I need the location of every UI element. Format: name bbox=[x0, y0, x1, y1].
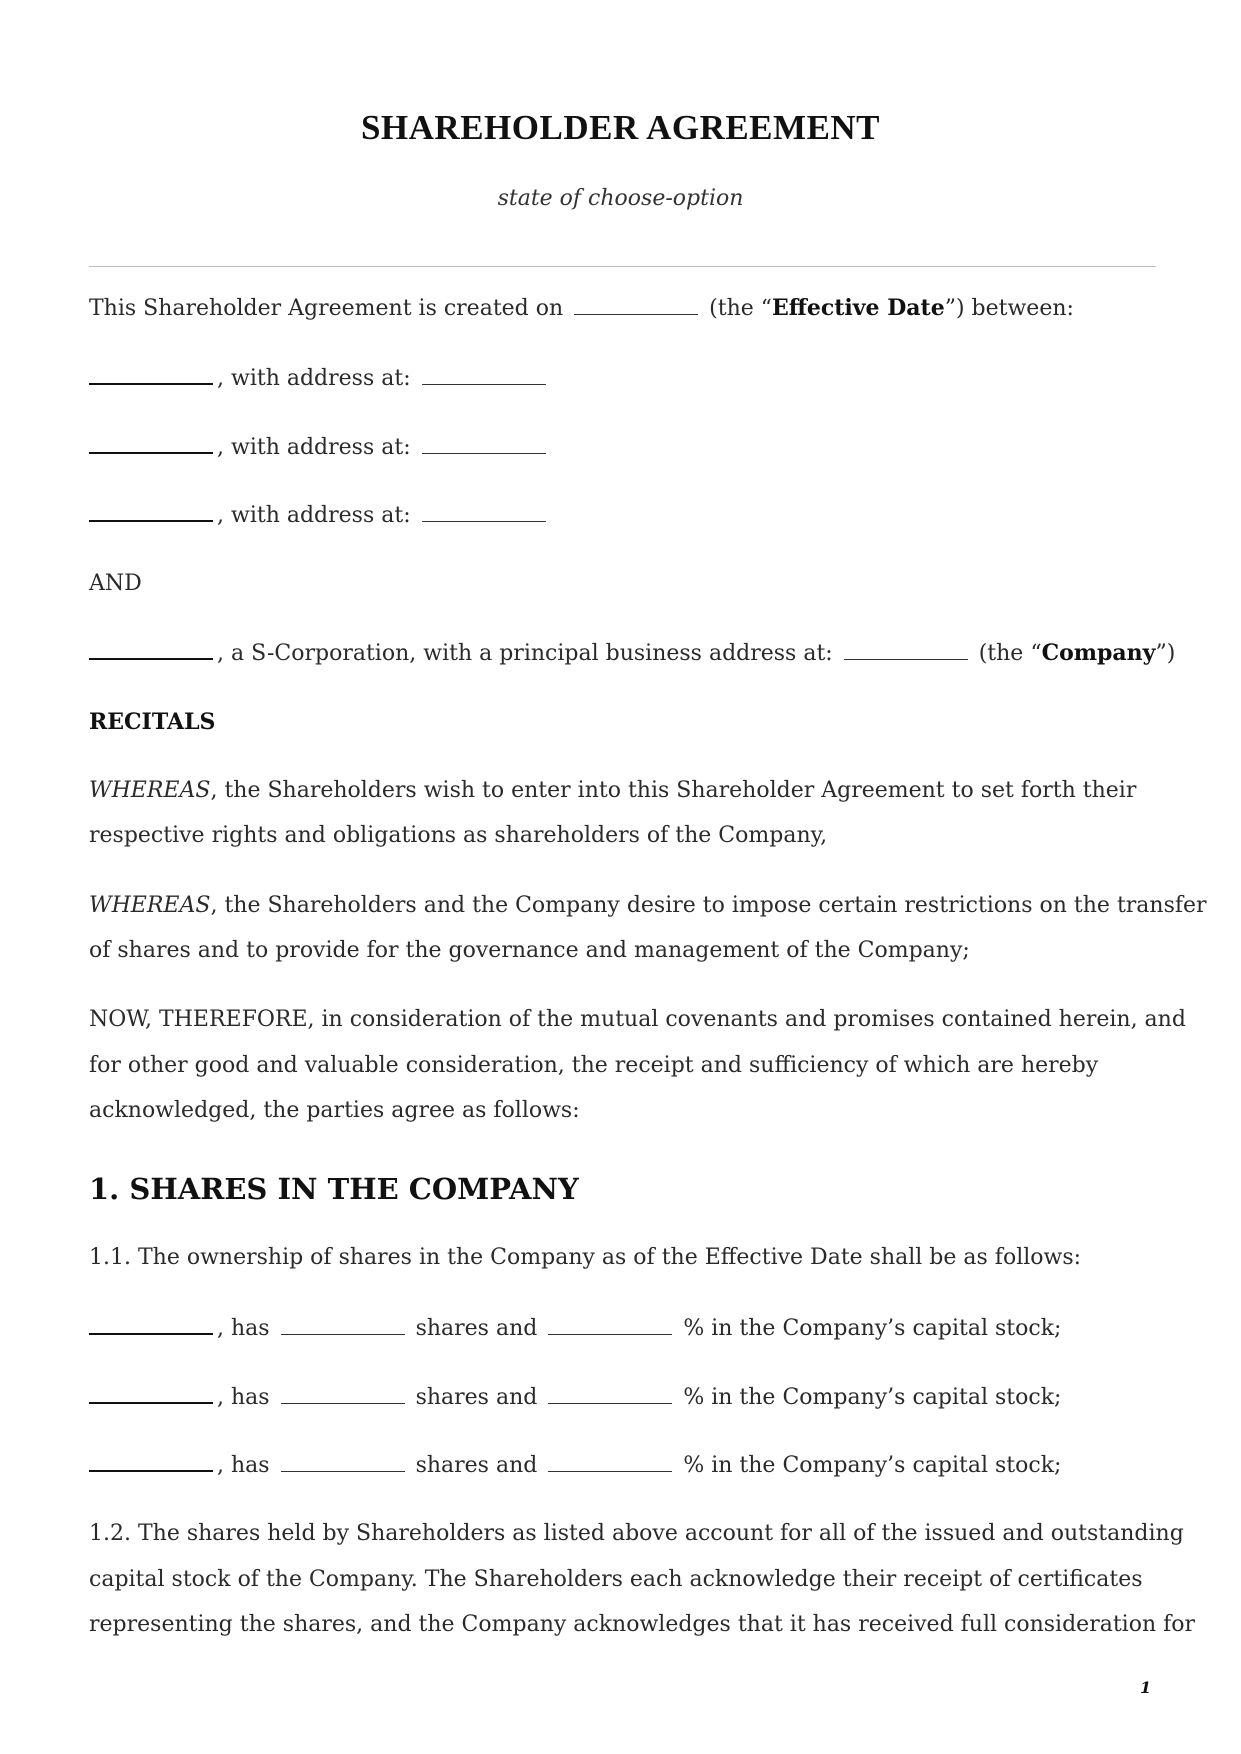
share-row-shares-and: shares and bbox=[415, 1385, 538, 1410]
company-name-blank[interactable] bbox=[89, 638, 213, 660]
document-subtitle: state of choose-option bbox=[497, 186, 744, 211]
effective-date-blank[interactable] bbox=[574, 294, 698, 315]
share-row-shares-and: shares and bbox=[415, 1453, 538, 1478]
company-address-blank[interactable] bbox=[844, 639, 968, 660]
share-percent-blank[interactable] bbox=[548, 1383, 672, 1404]
shareholder-name-blank[interactable] bbox=[89, 1313, 213, 1335]
company-line-text: , a S-Corporation, with a principal business address at: bbox=[217, 641, 833, 666]
clause-1-2-line-1: 1.2. The shares held by Shareholders as listed above account for all of the issued and outstanding bbox=[89, 1521, 1184, 1546]
now-therefore-line-2: for other good and valuable consideration, the receipt and sufficiency of which are hereby bbox=[89, 1053, 1099, 1078]
intro-line bbox=[89, 293, 1074, 324]
recital-2-line-1 bbox=[89, 891, 1207, 921]
recitals-heading: RECITALS bbox=[89, 709, 216, 735]
share-row-has: , has bbox=[217, 1453, 270, 1478]
share-row-has: , has bbox=[217, 1316, 270, 1341]
party-line-3 bbox=[89, 500, 550, 531]
share-row-3 bbox=[89, 1450, 1061, 1481]
party-line-text: , with address at: bbox=[217, 366, 411, 391]
party-name-blank[interactable] bbox=[89, 500, 213, 522]
whereas-word: WHEREAS bbox=[89, 778, 211, 803]
and-label: AND bbox=[89, 571, 142, 596]
party-name-blank[interactable] bbox=[89, 363, 213, 385]
party-line-2 bbox=[89, 432, 550, 463]
company-pre-term: (the “ bbox=[978, 641, 1042, 666]
page-number: 1 bbox=[1140, 1678, 1152, 1697]
share-count-blank[interactable] bbox=[281, 1383, 405, 1404]
share-row-1 bbox=[89, 1313, 1061, 1344]
share-percent-blank[interactable] bbox=[548, 1314, 672, 1335]
now-therefore-line-1: NOW, THEREFORE, in consideration of the mutual covenants and promises contained herein, and bbox=[89, 1007, 1186, 1032]
shareholder-name-blank[interactable] bbox=[89, 1382, 213, 1404]
share-row-pct: % in the Company’s capital stock; bbox=[683, 1453, 1062, 1478]
recital-1-line-2: respective rights and obligations as shareholders of the Company, bbox=[89, 823, 828, 848]
company-post-term: ”) bbox=[1155, 641, 1176, 666]
effective-date-term: Effective Date bbox=[772, 295, 945, 321]
whereas-word: WHEREAS bbox=[89, 893, 211, 918]
party-address-blank[interactable] bbox=[422, 501, 546, 522]
share-row-2 bbox=[89, 1382, 1061, 1413]
company-term: Company bbox=[1041, 640, 1156, 666]
recital-1-line-1 bbox=[89, 776, 1136, 806]
section-1-heading: 1. SHARES IN THE COMPANY bbox=[89, 1172, 579, 1206]
clause-1-2-line-3: representing the shares, and the Company acknowledges that it has received full consideration for bbox=[89, 1612, 1196, 1637]
share-row-pct: % in the Company’s capital stock; bbox=[683, 1385, 1062, 1410]
shareholder-name-blank[interactable] bbox=[89, 1450, 213, 1472]
share-count-blank[interactable] bbox=[281, 1451, 405, 1472]
party-name-blank[interactable] bbox=[89, 432, 213, 454]
clause-1-1: 1.1. The ownership of shares in the Company as of the Effective Date shall be as follows: bbox=[89, 1245, 1082, 1270]
document-title: SHAREHOLDER AGREEMENT bbox=[360, 108, 881, 147]
title-divider bbox=[89, 266, 1156, 267]
party-address-blank[interactable] bbox=[422, 433, 546, 454]
intro-middle: (the “ bbox=[709, 296, 773, 321]
recital-2-line-2: of shares and to provide for the governance and management of the Company; bbox=[89, 938, 970, 963]
party-line-1 bbox=[89, 363, 550, 394]
recital-2-text: , the Shareholders and the Company desire to impose certain restrictions on the transfer bbox=[210, 893, 1207, 918]
party-address-blank[interactable] bbox=[422, 364, 546, 385]
company-line bbox=[89, 638, 1175, 669]
intro-suffix: ”) between: bbox=[944, 296, 1074, 321]
share-row-shares-and: shares and bbox=[415, 1316, 538, 1341]
recital-1-text: , the Shareholders wish to enter into this Shareholder Agreement to set forth their bbox=[210, 778, 1137, 803]
party-line-text: , with address at: bbox=[217, 435, 411, 460]
intro-prefix: This Shareholder Agreement is created on bbox=[89, 296, 564, 321]
share-percent-blank[interactable] bbox=[548, 1451, 672, 1472]
now-therefore-line-3: acknowledged, the parties agree as follows: bbox=[89, 1098, 580, 1123]
share-count-blank[interactable] bbox=[281, 1314, 405, 1335]
share-row-has: , has bbox=[217, 1385, 270, 1410]
clause-1-2-line-2: capital stock of the Company. The Shareholders each acknowledge their receipt of certificates bbox=[89, 1567, 1143, 1592]
share-row-pct: % in the Company’s capital stock; bbox=[683, 1316, 1062, 1341]
party-line-text: , with address at: bbox=[217, 503, 411, 528]
